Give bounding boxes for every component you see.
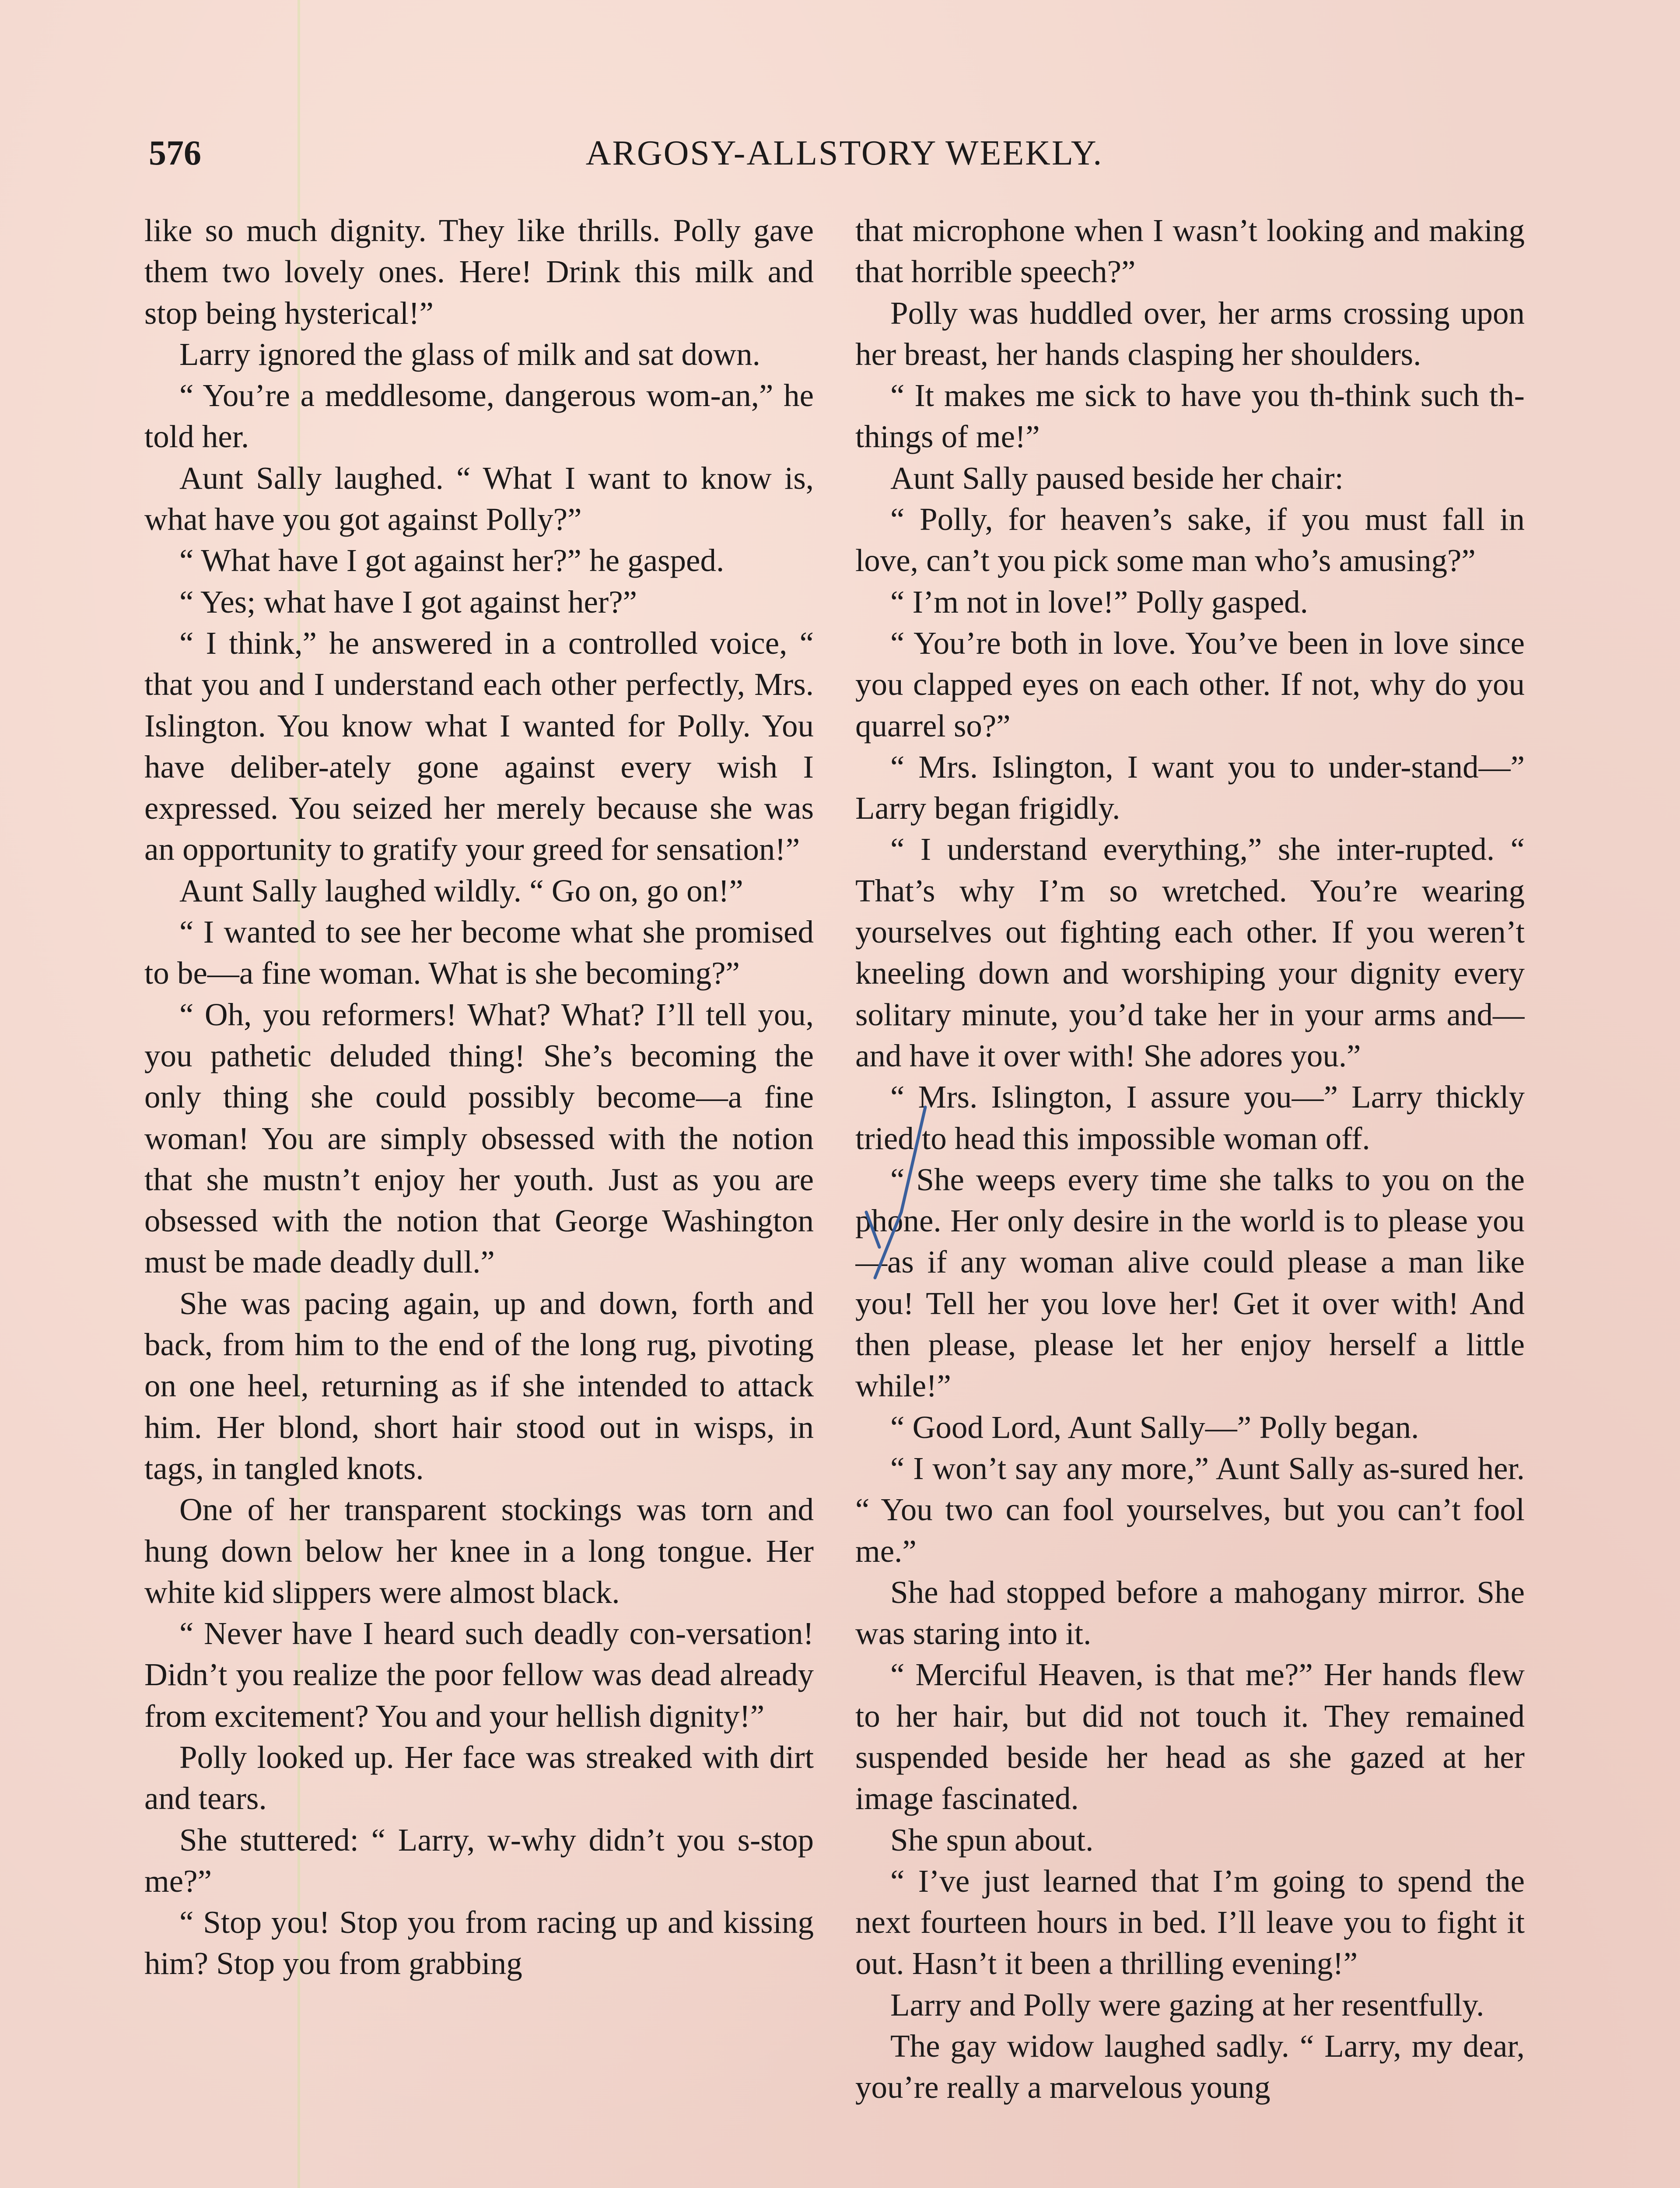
paragraph: “ I wanted to see her become what she promised to be—a fine woman. What is she becoming?” <box>144 914 814 991</box>
paragraph: “ Stop you! Stop you from racing up and kissing him? Stop you from grabbing <box>144 1904 814 1981</box>
paragraph: She was pacing again, up and down, forth and back, from him to the end of the long rug, pivoting on one heel, returning as if she intended to attack him. Her blond, short hair stood out in wisps, in tags, in tangled knots. <box>144 1285 814 1486</box>
paragraph: Larry and Polly were gazing at her resentfully. <box>890 1987 1484 2023</box>
paragraph: One of her transparent stockings was torn and hung down below her knee in a long tongue. Her white kid slippers were almost black. <box>144 1492 814 1610</box>
paragraph: Aunt Sally laughed. “ What I want to know is, what have you got against Polly?” <box>144 460 814 537</box>
paragraph: “ Oh, you reformers! What? What? I’ll tell you, you pathetic deluded thing! She’s becoming the only thing she could possibly become—a fine woman! You are simply obsessed with the notion that she mustn’t enjoy her youth. Just as you are obsessed with the notion that George Washington must be made deadly dull.” <box>144 996 814 1280</box>
paragraph: Larry ignored the glass of milk and sat down. <box>179 336 760 372</box>
running-title: ARGOSY-ALLSTORY WEEKLY. <box>585 134 1103 172</box>
paragraph: The gay widow laughed sadly. “ Larry, my dear, you’re really a marvelous young <box>855 2028 1525 2105</box>
paragraph: “ You’re both in love. You’ve been in love since you clapped eyes on each other. If not, why do you quarrel so?” <box>855 625 1525 743</box>
paragraph: “ I think,” he answered in a controlled voice, “ that you and I understand each other perfectly, Mrs. Islington. You know what I wanted for Polly. You have deliber-ately gone against every wish I expressed. You seized her merely because she was an opportunity to gratify your greed for sensation!” <box>144 625 814 867</box>
paragraph: “ She weeps every time she talks to you on the phone. Her only desire in the world is to please you—as if any woman alive could please a man like you! Tell her you love her! Get it over with! And then please, please let her enjoy herself a little while!” <box>855 1161 1525 1404</box>
paragraph: “ Never have I heard such deadly con-versation! Didn’t you realize the poor fellow was dead already from excitement? You and your hellish dignity!” <box>144 1616 814 1734</box>
paragraph: “ It makes me sick to have you th-think such th-things of me!” <box>855 378 1525 455</box>
paragraph: She spun about. <box>890 1822 1094 1858</box>
paragraph: Aunt Sally paused beside her chair: <box>890 460 1344 496</box>
pen-mark <box>849 1103 932 1287</box>
paragraph: Polly looked up. Her face was streaked with dirt and tears. <box>144 1739 814 1816</box>
paragraph: Aunt Sally laughed wildly. “ Go on, go on!” <box>179 873 743 908</box>
right-column <box>855 210 1525 2188</box>
paragraph: like so much dignity. They like thrills. Polly gave them two lovely ones. Here! Drink this milk and stop being hysterical!” <box>144 213 814 331</box>
page-header <box>149 131 1540 175</box>
page-number: 576 <box>149 134 201 172</box>
paragraph: Polly was huddled over, her arms crossing upon her breast, her hands clasping her shoulders. <box>855 295 1525 372</box>
left-column <box>144 210 814 2188</box>
paragraph: “ What have I got against her?” he gasped. <box>179 543 724 579</box>
paragraph: “ Polly, for heaven’s sake, if you must fall in love, can’t you pick some man who’s amusing?” <box>855 501 1525 579</box>
paragraph: “ I won’t say any more,” Aunt Sally as-sured her. “ You two can fool yourselves, but you can’t fool me.” <box>855 1450 1525 1569</box>
paragraph: “ Mrs. Islington, I assure you—” Larry thickly tried to head this impossible woman off. <box>855 1079 1525 1156</box>
paragraph: that microphone when I wasn’t looking and making that horrible speech?” <box>855 213 1525 290</box>
paragraph: She had stopped before a mahogany mirror. She was staring into it. <box>855 1574 1525 1652</box>
paragraph: “ I’m not in love!” Polly gasped. <box>890 584 1308 620</box>
paragraph: “ Good Lord, Aunt Sally—” Polly began. <box>890 1409 1419 1445</box>
paragraph: “ Yes; what have I got against her?” <box>179 584 637 620</box>
paragraph: “ Merciful Heaven, is that me?” Her hands flew to her hair, but did not touch it. They remained suspended beside her head as she gazed at her image fascinated. <box>855 1657 1525 1816</box>
paragraph: “ I understand everything,” she inter-rupted. “ That’s why I’m so wretched. You’re wearing yourselves out fighting each other. If you weren’t kneeling down and worshiping your dignity every solitary minute, you’d take her in your arms and—and have it over with! She adores you.” <box>855 831 1525 1073</box>
paragraph: “ I’ve just learned that I’m going to spend the next fourteen hours in bed. I’ll leave you to fight it out. Hasn’t it been a thrilling evening!” <box>855 1863 1525 1981</box>
paragraph: “ You’re a meddlesome, dangerous wom-an,” he told her. <box>144 378 814 455</box>
paragraph: “ Mrs. Islington, I want you to under-stand—” Larry began frigidly. <box>855 749 1525 826</box>
paragraph: She stuttered: “ Larry, w-why didn’t you s-stop me?” <box>144 1822 814 1899</box>
